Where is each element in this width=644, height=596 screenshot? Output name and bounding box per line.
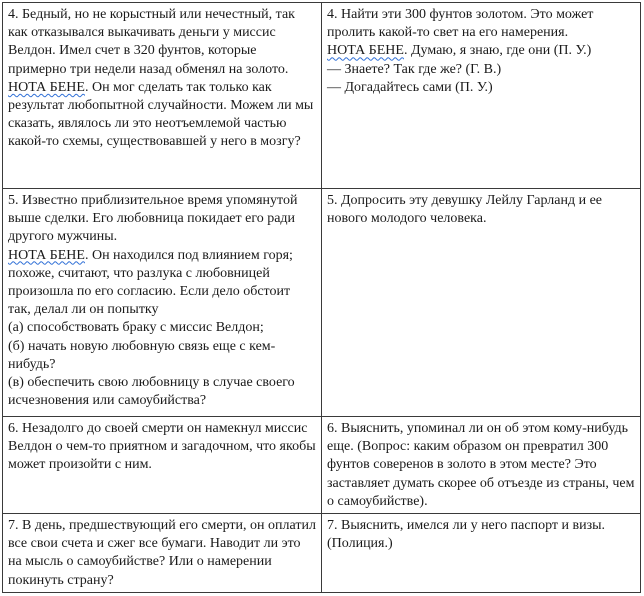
cell-text: . Он находился под влиянием горя; похоже, считают, что разлука с любовницей произошла по его согласию. Если дело обстоит так, делал ли он попытку (а) способствовать браку с миссис Велдон; (б) начать новую любовную связь еще с кем-нибудь? (в) обеспечить свою любовницу в случае своего исчезновения или самоубийства? [8, 247, 295, 409]
action-cell [322, 3, 641, 189]
observation-cell [3, 189, 322, 417]
observation-cell [3, 514, 322, 593]
cell-text: 5. Известно приблизительное время упомянутой выше сделки. Его любовница покидает его ради другого мужчины. [8, 193, 298, 245]
cell-text: 7. В день, предшествующий его смерти, он оплатил все свои счета и сжег все бумаги. Наводит ли это на мысль о самоубийстве? Или о намерении покинуть страну? [8, 518, 316, 588]
nota-bene-term: НОТА БЕНЕ [327, 43, 404, 59]
action-cell [322, 417, 641, 514]
observation-cell [3, 3, 322, 189]
observation-cell [3, 417, 322, 514]
nota-bene-term: НОТА БЕНЕ [8, 79, 85, 95]
cell-text: . Он мог сделать так только как результат любопытной случайности. Можем ли мы сказать, являлось ли это неотъемлемой частью какой-то схемы, существовавшей у него в мозгу? [8, 79, 314, 150]
cell-text: . Думаю, я знаю, где они (П. У.) — Знаете? Так где же? (Г. В.) — Догадайтесь сами (П. У.) [327, 43, 592, 95]
cell-text: 6. Незадолго до своей смерти он намекнул миссис Велдон о чем-то приятном и загадочном, что якобы может произойти с ним. [8, 421, 316, 473]
cell-text: 4. Бедный, но не корыстный или нечестный, так как отказывался выкачивать деньги у миссис Велдон. Имел счет в 320 фунтов, которые примерно три недели назад обменял на золото. [8, 7, 295, 77]
table-row [3, 189, 641, 417]
nota-bene-term: НОТА БЕНЕ [8, 247, 85, 263]
cell-text: 6. Выяснить, упоминал ли он об этом кому-нибудь еще. (Вопрос: каким образом он превратил 300 фунтов соверенов в золото в этом месте? Это заставляет думать скорее об отъезде из страны, чем о самоубийстве). [327, 421, 635, 509]
table-row [3, 417, 641, 514]
cell-text: 7. Выяснить, имелся ли у него паспорт и визы. (Полиция.) [327, 518, 606, 552]
cell-text: 5. Допросить эту девушку Лейлу Гарланд и ее нового молодого человека. [327, 193, 602, 227]
table-row [3, 3, 641, 189]
action-cell [322, 514, 641, 593]
action-cell [322, 189, 641, 417]
notes-table [2, 2, 641, 593]
cell-text: 4. Найти эти 300 фунтов золотом. Это может пролить какой-то свет на его намерения. [327, 7, 594, 41]
table-row [3, 514, 641, 593]
